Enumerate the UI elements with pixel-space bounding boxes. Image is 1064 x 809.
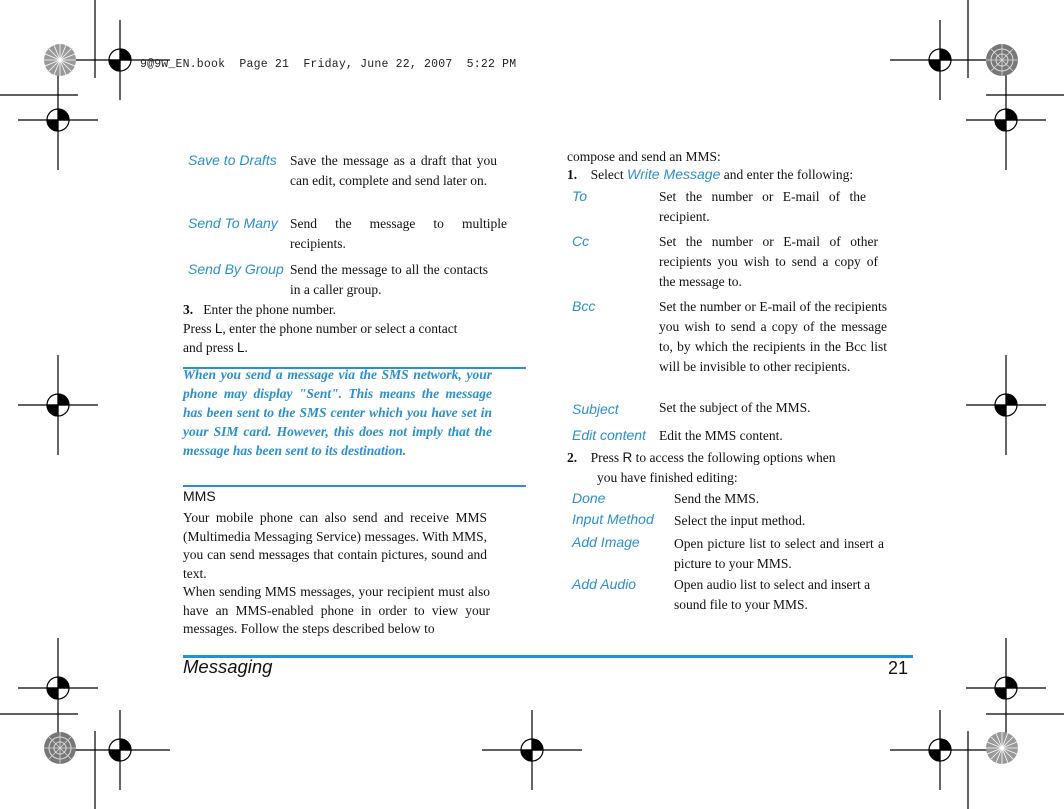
footer-rule	[183, 655, 913, 658]
mms-paragraph-1: Your mobile phone can also send and receive MMS (Multimedia Messaging Service) messages. With MMS, you can send messages that contain pictures, sound and text.	[183, 510, 487, 581]
option-add-image-desc: Open picture list to select and insert a picture to your MMS.	[674, 536, 884, 571]
option-send-to-many-desc: Send the message to multiple recipients.	[290, 216, 507, 251]
press-instruction-line-2: and press L.	[183, 340, 248, 355]
option-done-desc: Send the MMS.	[674, 491, 760, 506]
option-add-audio-desc: Open audio list to select and insert a sound file to your MMS.	[674, 577, 871, 612]
left-key: L	[237, 340, 245, 355]
step-3: 3. Enter the phone number.	[183, 302, 336, 317]
book-header: 9@9w_EN.book Page 21 Friday, June 22, 2007 5:22 PM	[140, 58, 517, 71]
write-message-term: Write Message	[627, 166, 721, 182]
option-input-method-desc: Select the input method.	[674, 513, 806, 528]
option-add-image-term: Add Image	[572, 534, 640, 550]
sms-note: When you send a message via the SMS network, your phone may display "Sent". This means the message has been sent to the SMS center which you have set in your SIM card. However, this does not imply that the message has been sent to its destination.	[183, 367, 492, 458]
mms-paragraph-2: When sending MMS messages, your recipient must also have an MMS-enabled phone in order to view your messages. Follow the steps described below to	[183, 584, 490, 636]
field-to-term: To	[572, 188, 588, 204]
section-title: Messaging	[183, 656, 273, 677]
option-send-by-group-term: Send By Group	[188, 261, 284, 277]
field-bcc-desc: Set the number or E-mail of the recipients you wish to send a copy of the message to, by which the recipients in the Bcc list will be invisible to other recipients.	[659, 299, 887, 374]
right-key: R	[622, 450, 633, 465]
option-input-method-term: Input Method	[572, 511, 654, 527]
step-1: 1. Select Write Message and enter the following:	[567, 166, 854, 182]
page-number: 21	[888, 658, 909, 678]
field-cc-term: Cc	[572, 233, 590, 249]
step-2-continued: you have finished editing:	[597, 470, 738, 485]
field-cc-desc: Set the number or E-mail of other recipients you wish to send a copy of the message to.	[659, 234, 878, 289]
option-save-to-drafts-term: Save to Drafts	[188, 152, 277, 168]
option-add-audio-term: Add Audio	[572, 576, 637, 592]
compose-intro: compose and send an MMS:	[567, 149, 721, 164]
field-edit-content-term: Edit content	[572, 427, 646, 443]
press-instruction-line-1: Press L, enter the phone number or select a contact	[183, 321, 458, 336]
option-save-to-drafts-desc: Save the message as a draft that you can edit, complete and send later on.	[290, 153, 497, 188]
field-subject-desc: Set the subject of the MMS.	[659, 400, 811, 415]
option-send-to-many-term: Send To Many	[188, 215, 278, 231]
option-done-term: Done	[572, 490, 606, 506]
field-edit-content-desc: Edit the MMS content.	[659, 428, 783, 443]
field-to-desc: Set the number or E-mail of the recipient.	[659, 189, 866, 224]
note-bottom-rule	[183, 485, 526, 487]
mms-heading: MMS	[183, 488, 216, 504]
option-send-by-group-desc: Send the message to all the contacts in a caller group.	[290, 262, 488, 297]
field-bcc-term: Bcc	[572, 298, 596, 314]
step-2: 2. Press R to access the following options when	[567, 450, 836, 465]
field-subject-term: Subject	[572, 401, 619, 417]
left-key: L	[214, 321, 223, 336]
